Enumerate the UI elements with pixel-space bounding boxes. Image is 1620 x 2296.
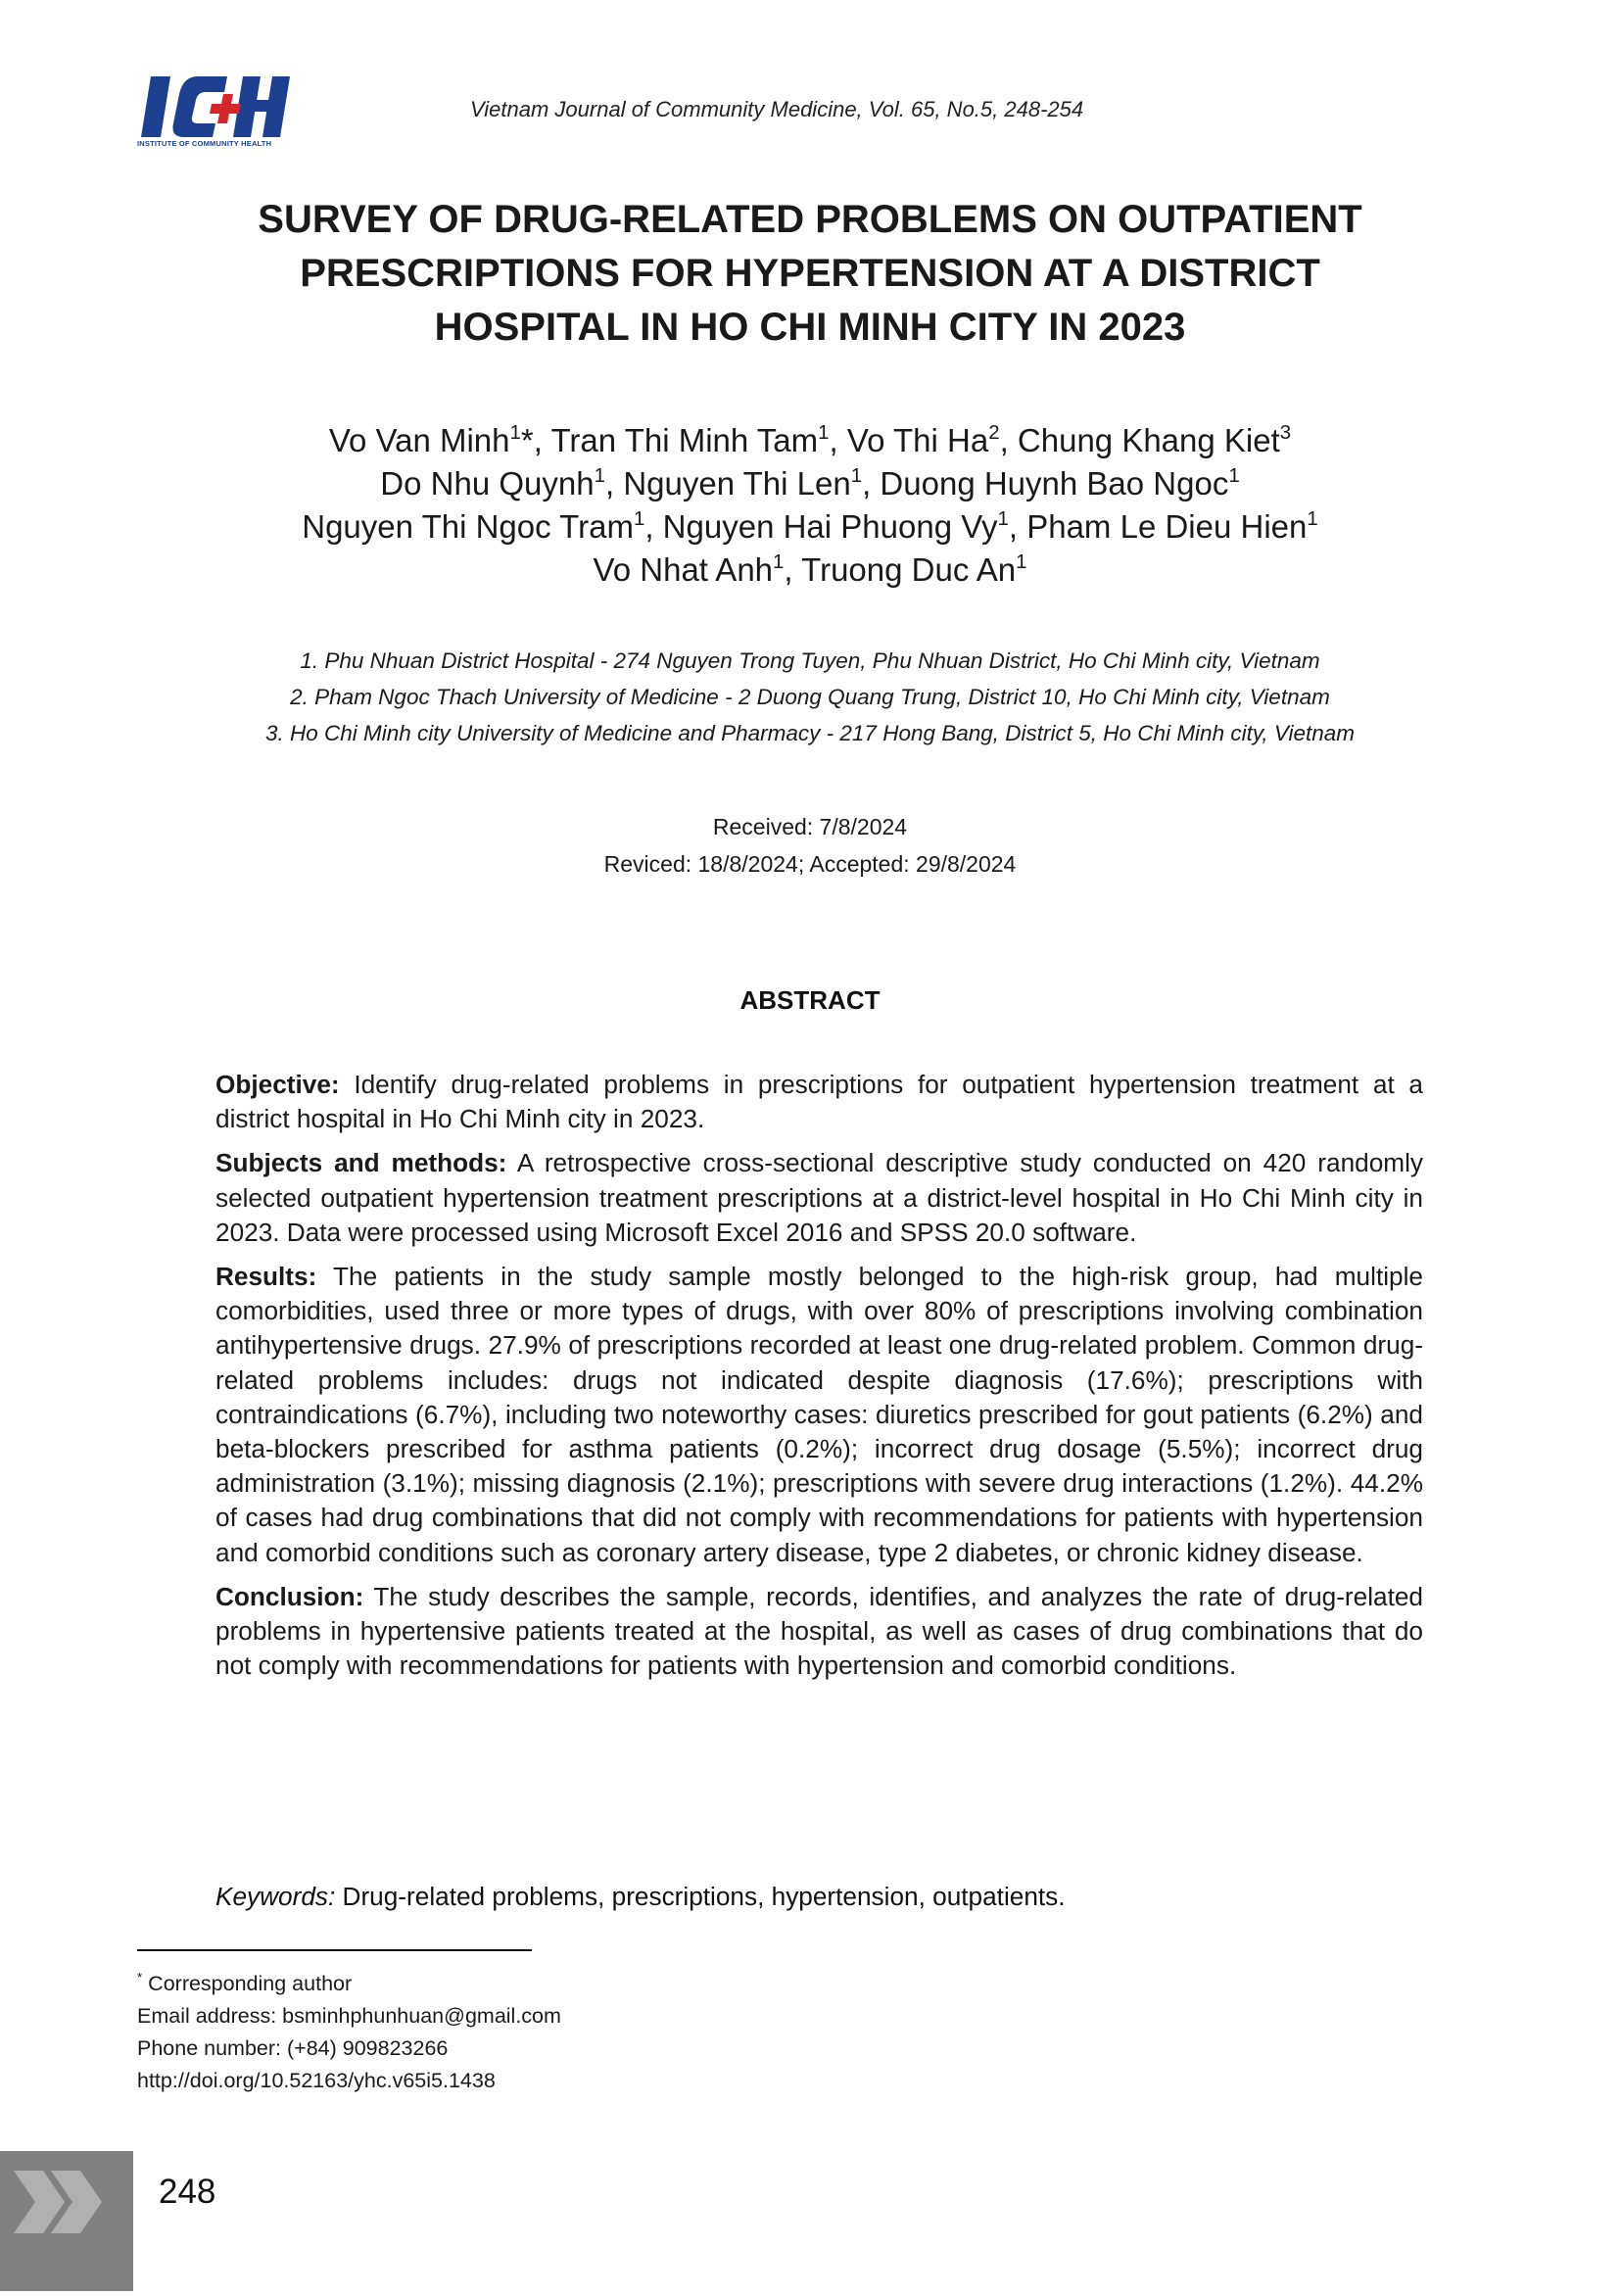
affiliation-item: 1. Phu Nhuan District Hospital - 274 Nguyen Trong Tuyen, Phu Nhuan District, Ho Chi Minh city, Vietnam bbox=[300, 648, 1320, 673]
author-name: Do Nhu Quynh bbox=[380, 465, 595, 502]
corresponding-author bbox=[137, 1968, 561, 2000]
logo-letter-h-bar bbox=[246, 100, 276, 112]
author-name: Chung Khang Kiet bbox=[1017, 422, 1280, 458]
author-affiliation: 3 bbox=[1279, 420, 1292, 444]
author-affiliation: 1 bbox=[594, 463, 605, 487]
keywords-text: Drug-related problems, prescriptions, hypertension, outpatients. bbox=[342, 1882, 1066, 1911]
author-affiliation: 1 bbox=[509, 420, 521, 444]
abstract-results bbox=[215, 1260, 1423, 1570]
keywords-label: Keywords: bbox=[215, 1882, 336, 1911]
article-dates bbox=[147, 808, 1473, 883]
page-marker bbox=[0, 2151, 133, 2291]
affiliations bbox=[98, 643, 1522, 751]
footnote bbox=[137, 1968, 561, 2097]
objective-label: Objective: bbox=[215, 1070, 340, 1099]
author-affiliation: 1 bbox=[818, 420, 830, 444]
author-name: Nguyen Thi Ngoc Tram bbox=[302, 508, 634, 545]
title-line: SURVEY OF DRUG-RELATED PROBLEMS ON OUTPATIENT bbox=[258, 198, 1362, 241]
author-name: Vo Nhat Anh bbox=[593, 551, 774, 588]
author-affiliation: 1 bbox=[997, 506, 1009, 530]
logo-caption: INSTITUTE OF COMMUNITY HEALTH bbox=[137, 139, 272, 148]
logo-letter-i bbox=[141, 76, 170, 137]
author-name: Pham Le Dieu Hien bbox=[1026, 508, 1308, 545]
methods-label: Subjects and methods: bbox=[215, 1148, 507, 1178]
doi-link[interactable]: http://doi.org/10.52163/yhc.v65i5.1438 bbox=[137, 2069, 496, 2092]
author-name: Vo Thi Ha bbox=[846, 422, 989, 458]
affiliation-item: 3. Ho Chi Minh city University of Medicine and Pharmacy - 217 Hong Bang, District 5, Ho Chi Minh city, Vietnam bbox=[264, 721, 1356, 745]
journal-citation: Vietnam Journal of Community Medicine, Vol. 65, No.5, 248-254 bbox=[470, 97, 1084, 121]
author-name: Duong Huynh Bao Ngoc bbox=[880, 465, 1229, 502]
revised-accepted-date: Reviced: 18/8/2024; Accepted: 29/8/2024 bbox=[603, 851, 1017, 877]
author-name: Vo Van Minh bbox=[328, 422, 510, 458]
author-line: Vo Van Minh$^1$*, Tran Thi Minh Tam$^1$, Vo Thi Ha$^2$, Chung Khang Kiet$^3$ bbox=[328, 420, 1292, 458]
abstract-methods bbox=[215, 1146, 1423, 1250]
page-number: 248 bbox=[159, 2173, 216, 2211]
author-line: Do Nhu Quynh$^1$, Nguyen Thi Len$^1$, Duong Huynh Bao Ngoc$^1$ bbox=[380, 463, 1240, 502]
author-affiliation: 1 bbox=[773, 550, 785, 573]
email-address: Email address: bsminhphunhuan@gmail.com bbox=[137, 2004, 561, 2028]
author-line: Vo Nhat Anh$^1$, Truong Duc An$^1$ bbox=[593, 550, 1027, 588]
title-line: HOSPITAL IN HO CHI MINH CITY IN 2023 bbox=[434, 306, 1186, 349]
author-affiliation: 1 bbox=[1307, 506, 1318, 530]
footnote-divider bbox=[137, 1949, 532, 1951]
abstract-heading: ABSTRACT bbox=[739, 985, 881, 1015]
abstract-body bbox=[215, 1068, 1423, 1693]
phone-number: Phone number: (+84) 909823266 bbox=[137, 2036, 449, 2060]
abstract-objective bbox=[215, 1068, 1423, 1136]
keywords bbox=[215, 1880, 1423, 1914]
author-name: Nguyen Hai Phuong Vy bbox=[662, 508, 998, 545]
author-name: Truong Duc An bbox=[801, 551, 1017, 588]
results-label: Results: bbox=[215, 1262, 317, 1292]
affiliation-item: 2. Pham Ngoc Thach University of Medicine - 2 Duong Quang Trung, District 10, Ho Chi Minh city, Vietnam bbox=[290, 685, 1330, 709]
conclusion-label: Conclusion: bbox=[215, 1581, 364, 1611]
objective-text: Identify drug-related problems in prescriptions for outpatient hypertension treatment at a district hospital in Ho Chi Minh city in 2023. bbox=[215, 1070, 1423, 1134]
double-chevron-icon bbox=[0, 2151, 133, 2291]
author-name: Tran Thi Minh Tam bbox=[550, 422, 819, 458]
corresponding-label: Corresponding author bbox=[148, 1972, 353, 1995]
author-name: Nguyen Thi Len bbox=[623, 465, 851, 502]
corresponding-mark: * bbox=[520, 422, 534, 458]
conclusion-text: The study describes the sample, records, identifies, and analyzes the rate of drug-related problems in hypertensive patients treated at the hospital, as well as cases of drug combinations that do not comply with recommendations for patients with hypertension and comorbid conditions. bbox=[215, 1581, 1423, 1681]
methods-text: A retrospective cross-sectional descriptive study conducted on 420 randomly selected outpatient hypertension treatment prescriptions at a district-level hospital in Ho Chi Minh city in 2023. Data were processed using Microsoft Excel 2016 and SPSS 20.0 software. bbox=[215, 1148, 1423, 1247]
author-affiliation: 1 bbox=[1228, 463, 1240, 487]
footnote-mark: * bbox=[137, 1970, 143, 1985]
received-date: Received: 7/8/2024 bbox=[712, 814, 908, 839]
abstract-conclusion bbox=[215, 1580, 1423, 1684]
author-affiliation: 2 bbox=[988, 420, 1000, 444]
results-text: The patients in the study sample mostly belonged to the high-risk group, had multiple comorbidities, used three or more types of drugs, with over 80% of prescriptions involving combination antihypertensive drugs. 27.9% of prescriptions recorded at least one drug-related problem. Common drug-related problems includes: drugs not indicated despite diagnosis (17.6%); prescriptions with contraindications (6.7%), including two noteworthy cases: diuretics prescribed for gout patients (6.2%) and beta-blockers prescribed for asthma patients (0.2%); incorrect drug dosage (5.5%); incorrect drug administration (3.1%); missing diagnosis (2.1%); prescriptions with severe drug interactions (1.2%). 44.2% of cases had drug combinations that did not comply with recommendations for patients with hypertension and comorbid conditions such as coronary artery disease, type 2 diabetes, or chronic kidney disease. bbox=[215, 1262, 1423, 1567]
author-affiliation: 1 bbox=[633, 506, 645, 530]
title-line: PRESCRIPTIONS FOR HYPERTENSION AT A DISTRICT bbox=[300, 252, 1320, 295]
article-title bbox=[147, 193, 1473, 355]
author-list bbox=[147, 419, 1473, 592]
author-line: Nguyen Thi Ngoc Tram$^1$, Nguyen Hai Phuong Vy$^1$, Pham Le Dieu Hien$^1$ bbox=[302, 506, 1318, 545]
author-affiliation: 1 bbox=[1016, 550, 1027, 573]
author-affiliation: 1 bbox=[850, 463, 863, 487]
